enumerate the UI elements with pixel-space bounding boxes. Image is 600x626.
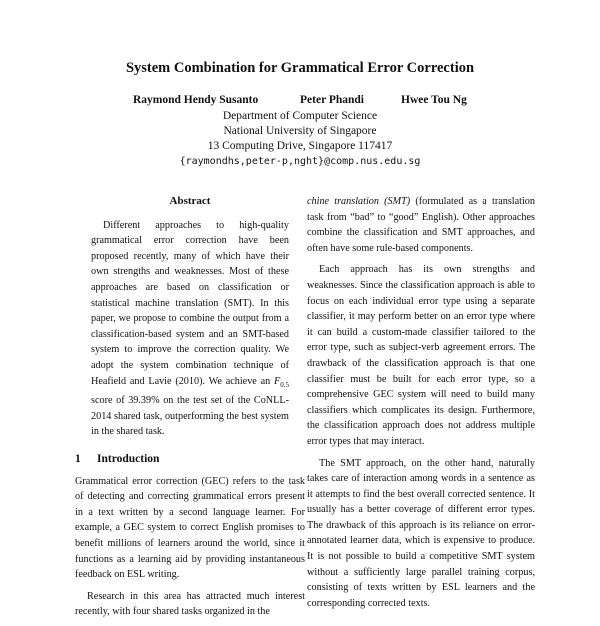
section-title: Introduction bbox=[97, 452, 160, 465]
affiliation-university: National University of Singapore bbox=[223, 125, 377, 137]
affiliation-department: Department of Computer Science bbox=[222, 110, 378, 122]
abstract-text-b: score of 39.39% on the test set of the CoNLL-2014 shared task, outperforming the best system in the shared task. bbox=[91, 395, 289, 438]
right-paragraph-1-rest: (formulated as a translation task from “bad” to “good” English). Other approaches combine the classification and SMT approaches, and often have some rule-based components. bbox=[307, 196, 535, 254]
intro-paragraph-1: Grammatical error correction (GEC) refers to the task of detecting and correcting grammatical errors present in a text written by a second language learner. For example, a GEC system to correct English promises to benefit millions of learners around the world, since it functions as a learning aid by providing instantaneous feedback on ESL writing. bbox=[75, 475, 305, 581]
section-heading-introduction bbox=[75, 452, 305, 468]
author-1: Raymond Hendy Susanto bbox=[133, 94, 259, 106]
abstract-heading: Abstract bbox=[169, 195, 211, 207]
affiliation-address: 13 Computing Drive, Singapore 117417 bbox=[207, 140, 393, 152]
author-3: Hwee Tou Ng bbox=[401, 94, 467, 106]
metric-subscript: 0.5 bbox=[280, 380, 289, 389]
author-list bbox=[0, 94, 600, 110]
intro-paragraph-2: Research in this area has attracted much interest recently, with four shared tasks organized in the bbox=[75, 590, 305, 618]
left-column bbox=[75, 194, 305, 626]
author-2: Peter Phandi bbox=[300, 94, 364, 106]
author-emails: {raymondhs,peter-p,nght}@comp.nus.edu.sg bbox=[179, 156, 421, 167]
abstract-text-a: Different approaches to high-quality grammatical error correction have been proposed recently, many of which have their own strengths and weaknesses. Most of these approaches are based on classification or statistical machine translation (SMT). In this paper, we propose to combine the output from a classification-based system and an SMT-based system to improve the correction quality. We adopt the system combination technique of Heafield and Lavie (2010). We achieve an bbox=[91, 219, 289, 387]
smt-term: chine translation (SMT) bbox=[307, 196, 411, 207]
metric-symbol: F bbox=[274, 375, 281, 387]
right-column bbox=[307, 194, 535, 617]
right-paragraph-3: The SMT approach, on the other hand, naturally takes care of interaction among words in a sentence as it attempts to find the best overall corrected sentence. It usually has a better coverage of different error types. The drawback of this approach is its reliance on error-annotated learner data, which is expensive to produce. It is not possible to build a competitive SMT system without a sufficiently large parallel training corpus, consisting of texts written by ESL learners and the corresponding corrected texts. bbox=[307, 457, 535, 609]
section-number: 1 bbox=[75, 452, 81, 465]
paper-title: System Combination for Grammatical Error Correction bbox=[125, 60, 475, 76]
abstract-text bbox=[75, 218, 305, 440]
right-paragraph-1 bbox=[307, 194, 535, 256]
right-paragraph-2: Each approach has its own strengths and weaknesses. Since the classification approach is able to focus on each individual error type using a separate classifier, it may perform better on an error type where it can build a custom-made classifier tailored to the error type, such as subject-verb agreement errors. The drawback of the classification approach is that one classifier must be built for each error type, so a comprehensive GEC system will need to build many classifiers which complicates its design. Furthermore, the classification approach does not address multiple error types that may interact. bbox=[307, 264, 535, 447]
